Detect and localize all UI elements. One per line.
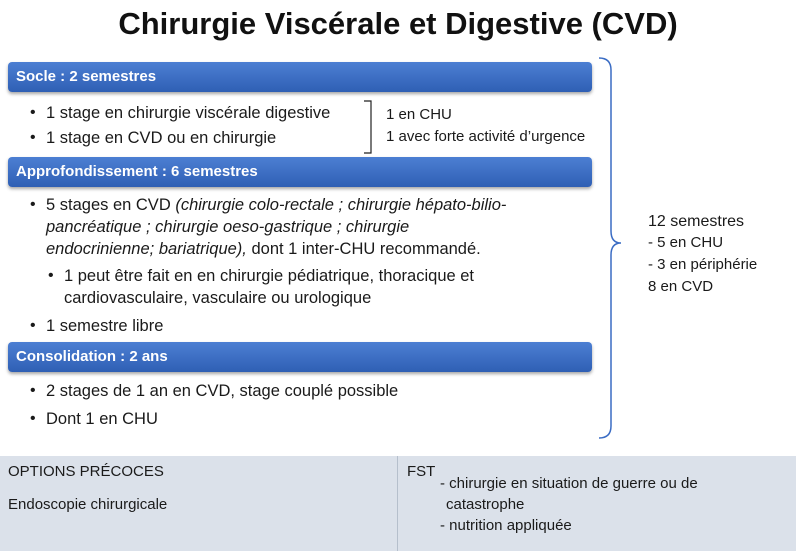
- bullet: •: [30, 129, 36, 146]
- summary-line-2: - 5 en CHU: [648, 234, 724, 251]
- summary-line-3: - 3 en périphérie: [648, 256, 758, 273]
- socle-note-1: 1 en CHU: [386, 106, 452, 123]
- bullet: •: [30, 196, 36, 213]
- footer-divider: [397, 456, 398, 551]
- approfondissement-item-1-tail: dont 1 inter-CHU recommandé.: [246, 240, 481, 258]
- sub-bullet: •: [48, 267, 54, 284]
- fst-title: FST: [407, 463, 436, 480]
- socle-item-2: 1 stage en CVD ou en chirurgie: [46, 129, 277, 147]
- bullet: •: [30, 410, 36, 427]
- approfondissement-item-1-line-3: [46, 238, 481, 260]
- approfondissement-item-1-line-1: [46, 194, 506, 216]
- bullet: •: [30, 317, 36, 334]
- fst-item-1: - chirurgie en situation de guerre ou de: [440, 475, 698, 492]
- consolidation-item-1: 2 stages de 1 an en CVD, stage couplé possible: [46, 382, 399, 400]
- approfondissement-item-1-line-2: [46, 216, 409, 238]
- socle-item-1: 1 stage en chirurgie viscérale digestive: [46, 104, 331, 122]
- approfondissement-sub-item-line-2: cardiovasculaire, vasculaire ou urologique: [64, 289, 372, 307]
- approfondissement-item-2: 1 semestre libre: [46, 317, 164, 335]
- approfondissement-item-1-detail-3: endocrinienne; bariatrique),: [46, 240, 247, 258]
- summary-line-4: 8 en CVD: [648, 278, 714, 295]
- socle-note-2: 1 avec forte activité d’urgence: [386, 128, 586, 145]
- approfondissement-header: Approfondissement : 6 semestres: [8, 157, 592, 187]
- summary-line-1: 12 semestres: [648, 213, 745, 230]
- consolidation-item-2: Dont 1 en CHU: [46, 410, 158, 428]
- options-precoces-item: Endoscopie chirurgicale: [8, 496, 168, 513]
- fst-item-1-cont: catastrophe: [446, 496, 525, 513]
- options-precoces-title: OPTIONS PRÉCOCES: [8, 463, 164, 480]
- bullet: •: [30, 104, 36, 121]
- fst-item-2: - nutrition appliquée: [440, 517, 572, 534]
- approfondissement-item-1-detail-1: (chirurgie colo-rectale ; chirurgie hépato-bilio-: [175, 196, 507, 214]
- bullet: •: [30, 382, 36, 399]
- socle-bracket: [364, 100, 378, 156]
- socle-header: Socle : 2 semestres: [8, 62, 592, 92]
- consolidation-header: Consolidation : 2 ans: [8, 342, 592, 372]
- approfondissement-sub-item-line-1: 1 peut être fait en en chirurgie pédiatrique, thoracique et: [64, 267, 475, 285]
- approfondissement-item-1-lead: 5 stages en CVD: [46, 196, 176, 214]
- page-title: Chirurgie Viscérale et Digestive (CVD): [118, 6, 678, 41]
- right-brace: [597, 56, 627, 442]
- approfondissement-item-1-detail-2: pancréatique ; chirurgie oeso-gastrique ; chirurgie: [46, 218, 410, 236]
